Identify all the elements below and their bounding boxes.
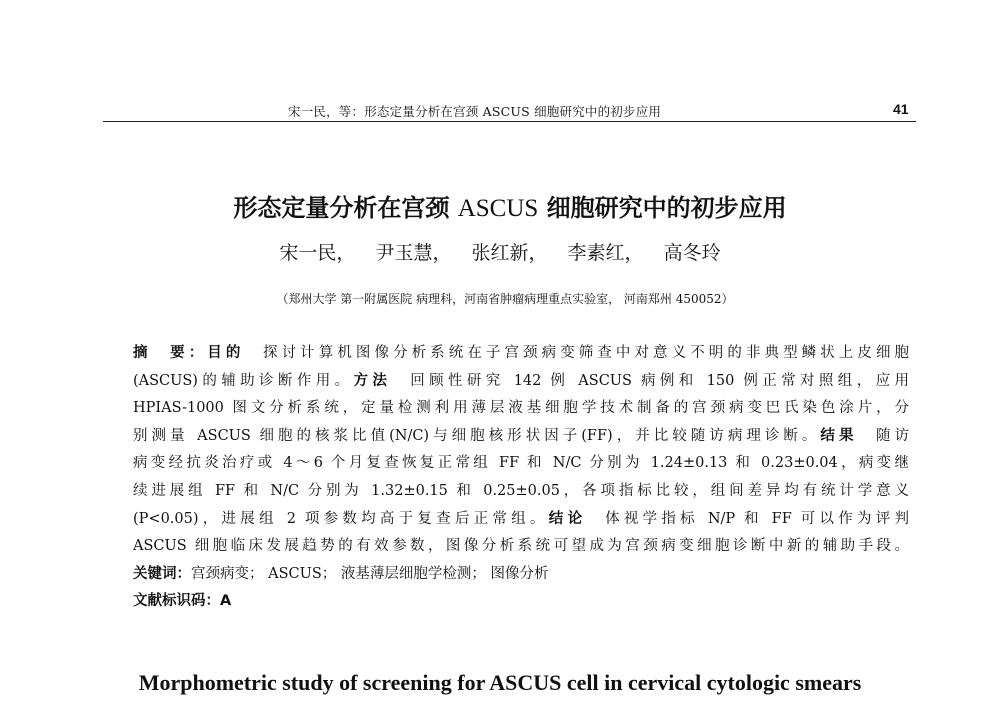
abstract-text: 随访 <box>857 427 909 444</box>
document-code <box>133 590 909 618</box>
document-code-value: A <box>220 593 232 610</box>
document-code-label: 文献标识码： <box>133 593 220 610</box>
page-number: 41 <box>893 101 909 117</box>
conclusion-label: 结论 <box>548 510 587 527</box>
affiliation: （郑州大学 第一附属医院 病理科，河南省肿瘤病理重点实验室， 河南郑州 450052） <box>276 292 734 306</box>
title-latin: ASCUS <box>457 195 539 222</box>
method-label: 方法 <box>353 372 392 389</box>
header-rule <box>103 121 916 122</box>
paper-title <box>0 188 1000 223</box>
abstract-text: (ASCUS)的辅助诊断作用。 <box>133 372 354 389</box>
abstract-text: 别测量 ASCUS 细胞的核浆比值(N/C)与细胞核形状因子(FF)，并比较随访病理诊断。 <box>133 427 821 444</box>
abstract-text: 体视学指标 N/P 和 FF 可以作为评判 <box>586 510 909 527</box>
keywords <box>133 563 909 591</box>
title-part: 形态定量分析在宫颈 <box>233 194 458 222</box>
abstract-line: 病变经抗炎治疗或 4～6 个月复查恢复正常组 FF 和 N/C 分别为 1.24±0.13 和 0.23±0.04，病变继 <box>133 455 909 472</box>
result-label: 结果 <box>820 427 858 444</box>
keywords-text: 宫颈病变； ASCUS； 液基薄层细胞学检测； 图像分析 <box>191 565 549 582</box>
authors: 宋一民， 尹玉慧， 张红新， 李素红， 高冬玲 <box>279 242 721 264</box>
abstract-label: 摘 要： <box>133 345 208 361</box>
abstract-line <box>133 425 909 453</box>
english-title: Morphometric study of screening for ASCUS cell in cervical cytologic smears <box>138 670 862 695</box>
abstract-line: ASCUS 细胞临床发展趋势的有效参数，图像分析系统可望成为宫颈病变细胞诊断中新的辅助手段。 <box>133 538 909 555</box>
keywords-label: 关键词： <box>133 565 191 582</box>
abstract-line <box>133 370 909 398</box>
abstract-line <box>133 342 909 370</box>
aim-label: 目的 <box>207 345 245 361</box>
abstract-line: HPIAS-1000 图文分析系统，定量检测利用薄层液基细胞学技术制备的宫颈病变巴氏染色涂片，分 <box>133 400 909 417</box>
abstract-line: 续进展组 FF 和 N/C 分别为 1.32±0.15 和 0.25±0.05，各项指标比较，组间差异均有统计学意义 <box>133 482 909 499</box>
abstract-text: 回顾性研究 142 例 ASCUS 病例和 150 例正常对照组，应用 <box>391 372 909 389</box>
abstract-line <box>133 508 909 536</box>
title-part: 细胞研究中的初步应用 <box>538 194 787 222</box>
abstract-text: 探讨计算机图像分析系统在子宫颈病变筛查中对意义不明的非典型鳞状上皮细胞 <box>244 345 909 361</box>
abstract-text: (P<0.05)，进展组 2 项参数均高于复查后正常组。 <box>133 510 549 527</box>
running-header: 宋一民，等：形态定量分析在宫颈 ASCUS 细胞研究中的初步应用 <box>288 104 662 119</box>
abstract <box>133 342 909 618</box>
